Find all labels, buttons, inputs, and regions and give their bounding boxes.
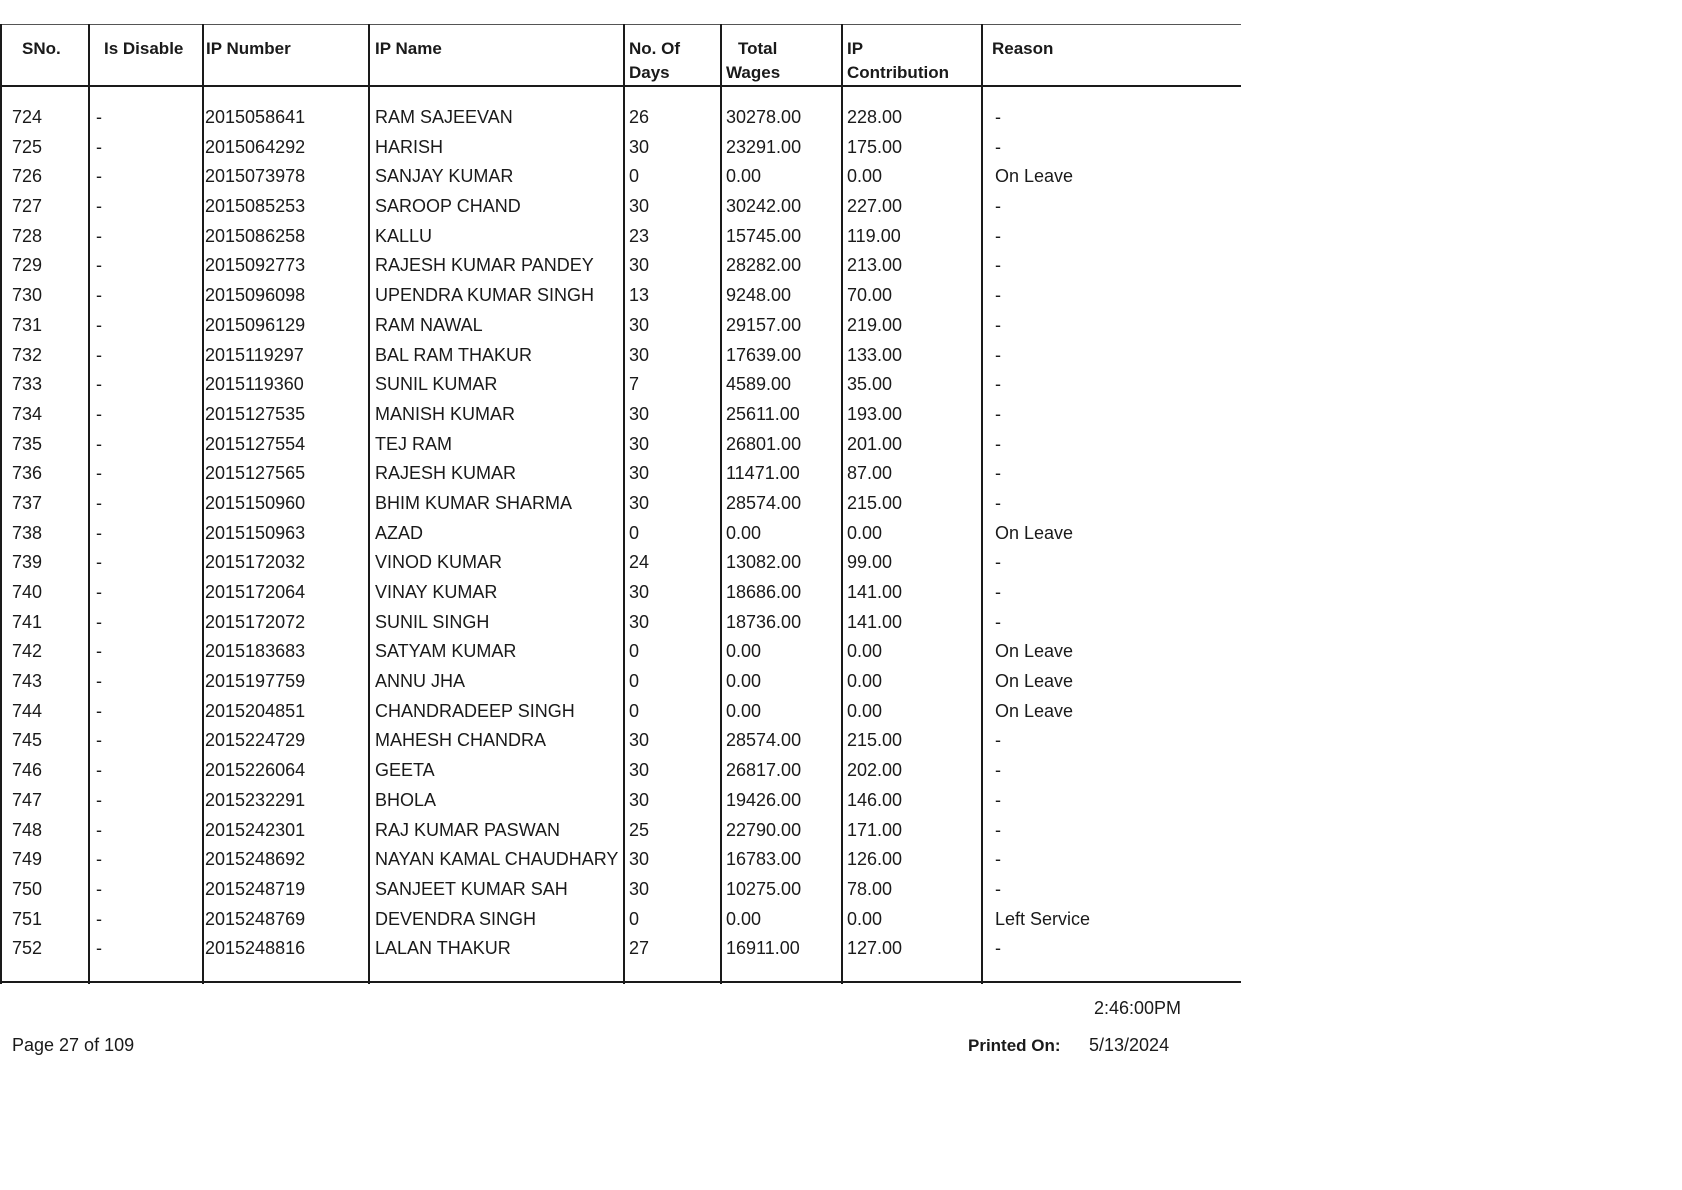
cell-ip-name: RAJ KUMAR PASWAN: [375, 819, 561, 840]
table-row: [0, 757, 1241, 787]
cell-ip-contribution: 219.00: [847, 314, 903, 335]
cell-no-of-days: 7: [629, 374, 640, 395]
cell-is-disable: -: [96, 789, 102, 810]
cell-sno: 745: [12, 730, 43, 751]
cell-total-wages: 15745.00: [726, 225, 802, 246]
cell-is-disable: -: [96, 433, 102, 454]
cell-no-of-days: 0: [629, 522, 640, 543]
cell-reason: On Leave: [995, 166, 1074, 187]
cell-ip-name: GEETA: [375, 760, 435, 781]
cell-sno: 726: [12, 166, 43, 187]
cell-ip-name: RAM NAWAL: [375, 314, 483, 335]
cell-ip-contribution: 126.00: [847, 849, 903, 870]
table-row: [0, 727, 1241, 757]
cell-ip-number: 2015073978: [205, 166, 306, 187]
cell-reason: -: [995, 225, 1001, 246]
header-ip-contribution-line2: Contribution: [847, 63, 949, 82]
cell-ip-name: SAROOP CHAND: [375, 196, 521, 217]
cell-ip-name: TEJ RAM: [375, 433, 453, 454]
cell-sno: 738: [12, 522, 43, 543]
cell-no-of-days: 0: [629, 671, 640, 692]
header-ip-contribution-line1: IP: [847, 39, 864, 58]
table-row: [0, 223, 1241, 253]
cell-ip-name: SUNIL KUMAR: [375, 374, 498, 395]
cell-ip-name: MAHESH CHANDRA: [375, 730, 547, 751]
cell-no-of-days: 26: [629, 107, 650, 127]
cell-reason: -: [995, 582, 1001, 602]
cell-ip-contribution: 119.00: [847, 225, 901, 246]
cell-reason: -: [995, 463, 1001, 484]
cell-sno: 729: [12, 255, 43, 276]
cell-ip-name: DEVENDRA SINGH: [375, 908, 537, 929]
table-row: [0, 193, 1241, 223]
cell-total-wages: 28282.00: [726, 255, 802, 276]
table-row: [0, 252, 1241, 282]
cell-no-of-days: 30: [629, 492, 650, 513]
cell-total-wages: 30278.00: [726, 107, 802, 127]
header-no-of-days: [629, 37, 680, 85]
cell-is-disable: -: [96, 552, 102, 573]
header-total-wages-line1: Total: [738, 39, 778, 58]
cell-is-disable: -: [96, 403, 102, 424]
cell-ip-contribution: 141.00: [847, 611, 903, 632]
cell-reason: On Leave: [995, 700, 1074, 721]
cell-sno: 749: [12, 849, 43, 870]
cell-ip-number: 2015224729: [205, 730, 306, 751]
table-row: [0, 520, 1241, 550]
cell-ip-contribution: 35.00: [847, 374, 893, 395]
cell-ip-number: 2015150963: [205, 522, 306, 543]
cell-no-of-days: 30: [629, 463, 650, 484]
cell-sno: 746: [12, 760, 43, 781]
cell-is-disable: -: [96, 760, 102, 781]
cell-total-wages: 22790.00: [726, 819, 802, 840]
cell-is-disable: -: [96, 136, 102, 157]
cell-reason: -: [995, 938, 1001, 959]
cell-ip-name: ANNU JHA: [375, 671, 466, 692]
cell-reason: -: [995, 552, 1001, 573]
cell-reason: -: [995, 611, 1001, 632]
cell-ip-number: 2015172072: [205, 611, 306, 632]
table-row: [0, 312, 1241, 342]
contribution-table: [0, 24, 1241, 982]
cell-ip-number: 2015242301: [205, 819, 306, 840]
cell-ip-number: 2015248692: [205, 849, 306, 870]
cell-no-of-days: 30: [629, 314, 650, 335]
cell-reason: -: [995, 196, 1001, 217]
cell-ip-number: 2015248816: [205, 938, 306, 959]
printed-time: 2:46:00PM: [1094, 998, 1182, 1018]
cell-ip-number: 2015127554: [205, 433, 306, 454]
cell-sno: 731: [12, 314, 43, 335]
cell-is-disable: -: [96, 938, 102, 959]
cell-ip-number: 2015226064: [205, 760, 306, 781]
cell-ip-name: AZAD: [375, 522, 424, 543]
cell-total-wages: 26801.00: [726, 433, 802, 454]
cell-ip-contribution: 146.00: [847, 789, 903, 810]
cell-no-of-days: 30: [629, 730, 650, 751]
header-ip-name: IP Name: [375, 39, 442, 58]
cell-total-wages: 28574.00: [726, 492, 802, 513]
table-row: [0, 342, 1241, 372]
cell-ip-contribution: 78.00: [847, 878, 893, 899]
cell-ip-contribution: 0.00: [847, 166, 883, 187]
table-row: [0, 609, 1241, 639]
header-reason: Reason: [992, 39, 1054, 58]
cell-is-disable: -: [96, 849, 102, 870]
header-ip-number: IP Number: [206, 39, 291, 58]
cell-is-disable: -: [96, 641, 102, 662]
cell-ip-contribution: 202.00: [847, 760, 903, 781]
cell-is-disable: -: [96, 463, 102, 484]
table-row: [0, 579, 1241, 609]
cell-reason: -: [995, 730, 1001, 751]
cell-ip-number: 2015150960: [205, 492, 306, 513]
cell-no-of-days: 30: [629, 760, 650, 781]
cell-is-disable: -: [96, 671, 102, 692]
table-row: [0, 935, 1241, 965]
table-row: [0, 163, 1241, 193]
cell-reason: On Leave: [995, 522, 1074, 543]
cell-ip-contribution: 201.00: [847, 433, 903, 454]
cell-total-wages: 9248.00: [726, 285, 792, 306]
table-row: [0, 104, 1241, 134]
cell-ip-number: 2015119360: [205, 374, 304, 395]
cell-total-wages: 13082.00: [726, 552, 802, 573]
cell-no-of-days: 30: [629, 789, 650, 810]
cell-reason: On Leave: [995, 671, 1074, 692]
cell-no-of-days: 0: [629, 641, 640, 662]
cell-reason: -: [995, 403, 1001, 424]
cell-is-disable: -: [96, 908, 102, 929]
page-indicator: Page 27 of 109: [12, 1035, 135, 1055]
cell-no-of-days: 23: [629, 225, 650, 246]
header-no-of-days-line1: No. Of: [629, 39, 680, 58]
cell-total-wages: 0.00: [726, 522, 762, 543]
cell-ip-contribution: 70.00: [847, 285, 893, 306]
cell-ip-name: VINAY KUMAR: [375, 582, 498, 602]
cell-is-disable: -: [96, 285, 102, 306]
table-row: [0, 668, 1241, 698]
table-row: [0, 371, 1241, 401]
cell-no-of-days: 0: [629, 166, 640, 187]
cell-no-of-days: 30: [629, 196, 650, 217]
cell-total-wages: 29157.00: [726, 314, 802, 335]
cell-ip-number: 2015064292: [205, 136, 306, 157]
cell-total-wages: 23291.00: [726, 136, 802, 157]
cell-ip-name: VINOD KUMAR: [375, 552, 503, 573]
cell-is-disable: -: [96, 582, 102, 602]
cell-total-wages: 25611.00: [726, 403, 800, 424]
cell-no-of-days: 30: [629, 403, 650, 424]
cell-ip-contribution: 141.00: [847, 582, 903, 602]
cell-sno: 741: [12, 611, 43, 632]
cell-no-of-days: 27: [629, 938, 650, 959]
cell-ip-number: 2015096129: [205, 314, 306, 335]
header-no-of-days-line2: Days: [629, 63, 670, 82]
cell-no-of-days: 30: [629, 878, 650, 899]
cell-reason: -: [995, 314, 1001, 335]
cell-ip-contribution: 0.00: [847, 671, 883, 692]
cell-is-disable: -: [96, 522, 102, 543]
cell-ip-name: RAJESH KUMAR: [375, 463, 517, 484]
cell-reason: -: [995, 285, 1001, 306]
cell-ip-name: LALAN THAKUR: [375, 938, 511, 959]
table-row: [0, 698, 1241, 728]
cell-is-disable: -: [96, 107, 102, 127]
cell-ip-contribution: 215.00: [847, 492, 903, 513]
cell-ip-number: 2015204851: [205, 700, 306, 721]
table-row: [0, 638, 1241, 668]
cell-total-wages: 17639.00: [726, 344, 802, 365]
cell-sno: 748: [12, 819, 43, 840]
cell-is-disable: -: [96, 374, 102, 395]
cell-no-of-days: 30: [629, 255, 650, 276]
cell-reason: -: [995, 344, 1001, 365]
cell-ip-name: SATYAM KUMAR: [375, 641, 517, 662]
cell-ip-name: CHANDRADEEP SINGH: [375, 700, 575, 721]
cell-sno: 751: [12, 908, 43, 929]
cell-no-of-days: 30: [629, 136, 650, 157]
cell-reason: -: [995, 819, 1001, 840]
table-row: [0, 846, 1241, 876]
cell-total-wages: 10275.00: [726, 878, 802, 899]
cell-ip-contribution: 133.00: [847, 344, 903, 365]
table-row: [0, 460, 1241, 490]
cell-no-of-days: 13: [629, 285, 650, 306]
cell-reason: -: [995, 136, 1001, 157]
table-header-row: [0, 24, 1241, 85]
cell-no-of-days: 30: [629, 344, 650, 365]
cell-ip-name: SANJAY KUMAR: [375, 166, 514, 187]
cell-ip-name: RAJESH KUMAR PANDEY: [375, 255, 594, 276]
cell-no-of-days: 24: [629, 552, 650, 573]
cell-ip-number: 2015248719: [205, 878, 306, 899]
cell-is-disable: -: [96, 314, 102, 335]
cell-no-of-days: 30: [629, 433, 650, 454]
cell-sno: 736: [12, 463, 43, 484]
cell-ip-contribution: 193.00: [847, 403, 903, 424]
cell-reason: -: [995, 849, 1001, 870]
cell-total-wages: 0.00: [726, 700, 762, 721]
header-total-wages-line2: Wages: [726, 63, 781, 82]
cell-reason: -: [995, 789, 1001, 810]
cell-sno: 728: [12, 225, 43, 246]
cell-sno: 740: [12, 582, 43, 602]
cell-ip-name: HARISH: [375, 136, 444, 157]
cell-total-wages: 19426.00: [726, 789, 802, 810]
cell-is-disable: -: [96, 819, 102, 840]
cell-ip-name: NAYAN KAMAL CHAUDHARY: [375, 849, 619, 870]
cell-is-disable: -: [96, 225, 102, 246]
cell-ip-number: 2015085253: [205, 196, 306, 217]
cell-total-wages: 16783.00: [726, 849, 802, 870]
cell-total-wages: 18686.00: [726, 582, 802, 602]
cell-reason: Left Service: [995, 908, 1091, 929]
cell-ip-name: RAM SAJEEVAN: [375, 107, 513, 127]
cell-no-of-days: 0: [629, 700, 640, 721]
table-row: [0, 134, 1241, 164]
cell-total-wages: 4589.00: [726, 374, 792, 395]
cell-ip-contribution: 99.00: [847, 552, 893, 573]
table-row: [0, 282, 1241, 312]
printed-on-label: Printed On:: [968, 1036, 1061, 1055]
cell-sno: 735: [12, 433, 43, 454]
cell-reason: -: [995, 492, 1001, 513]
cell-total-wages: 30242.00: [726, 196, 802, 217]
cell-ip-number: 2015183683: [205, 641, 306, 662]
header-divider: [0, 85, 1241, 87]
cell-sno: 734: [12, 403, 43, 424]
cell-no-of-days: 30: [629, 611, 650, 632]
cell-total-wages: 0.00: [726, 908, 762, 929]
table-row: [0, 401, 1241, 431]
cell-sno: 743: [12, 671, 43, 692]
cell-reason: -: [995, 878, 1001, 899]
cell-total-wages: 0.00: [726, 671, 762, 692]
cell-sno: 747: [12, 789, 43, 810]
cell-ip-number: 2015172064: [205, 582, 306, 602]
cell-reason: -: [995, 374, 1001, 395]
table-row: [0, 906, 1241, 936]
cell-ip-number: 2015127535: [205, 403, 306, 424]
cell-ip-contribution: 0.00: [847, 641, 883, 662]
cell-ip-contribution: 215.00: [847, 730, 903, 751]
cell-ip-number: 2015086258: [205, 225, 306, 246]
cell-total-wages: 18736.00: [726, 611, 802, 632]
cell-ip-contribution: 227.00: [847, 196, 903, 217]
header-is-disable: Is Disable: [104, 39, 184, 58]
cell-ip-number: 2015248769: [205, 908, 306, 929]
cell-reason: -: [995, 433, 1001, 454]
table-body: [0, 104, 1241, 965]
cell-ip-name: BAL RAM THAKUR: [375, 344, 533, 365]
cell-ip-name: SANJEET KUMAR SAH: [375, 878, 568, 899]
header-total-wages: [726, 37, 781, 85]
table-row: [0, 431, 1241, 461]
printed-on-date: 5/13/2024: [1089, 1035, 1170, 1055]
cell-total-wages: 28574.00: [726, 730, 802, 751]
cell-ip-contribution: 0.00: [847, 522, 883, 543]
cell-sno: 752: [12, 938, 43, 959]
cell-ip-name: BHIM KUMAR SHARMA: [375, 492, 573, 513]
cell-reason: -: [995, 760, 1001, 781]
cell-ip-number: 2015096098: [205, 285, 306, 306]
cell-ip-contribution: 87.00: [847, 463, 893, 484]
cell-sno: 732: [12, 344, 43, 365]
cell-ip-contribution: 228.00: [847, 107, 903, 127]
cell-ip-number: 2015172032: [205, 552, 306, 573]
table-row: [0, 787, 1241, 817]
cell-ip-number: 2015058641: [205, 107, 306, 127]
cell-no-of-days: 0: [629, 908, 640, 929]
cell-is-disable: -: [96, 344, 102, 365]
cell-total-wages: 26817.00: [726, 760, 802, 781]
cell-is-disable: -: [96, 196, 102, 217]
cell-no-of-days: 30: [629, 582, 650, 602]
cell-sno: 742: [12, 641, 43, 662]
cell-sno: 737: [12, 492, 43, 513]
cell-sno: 724: [12, 107, 43, 127]
cell-sno: 739: [12, 552, 43, 573]
cell-total-wages: 11471.00: [726, 463, 800, 484]
cell-ip-number: 2015197759: [205, 671, 306, 692]
cell-sno: 744: [12, 700, 43, 721]
cell-sno: 730: [12, 285, 43, 306]
cell-ip-contribution: 175.00: [847, 136, 903, 157]
cell-reason: -: [995, 255, 1001, 276]
cell-ip-contribution: 213.00: [847, 255, 903, 276]
cell-is-disable: -: [96, 878, 102, 899]
cell-ip-number: 2015092773: [205, 255, 306, 276]
cell-is-disable: -: [96, 492, 102, 513]
cell-ip-number: 2015127565: [205, 463, 306, 484]
table-row: [0, 490, 1241, 520]
cell-is-disable: -: [96, 255, 102, 276]
cell-is-disable: -: [96, 730, 102, 751]
cell-reason: On Leave: [995, 641, 1074, 662]
cell-total-wages: 0.00: [726, 641, 762, 662]
cell-ip-number: 2015232291: [205, 789, 306, 810]
cell-total-wages: 16911.00: [726, 938, 800, 959]
cell-ip-name: SUNIL SINGH: [375, 611, 490, 632]
header-sno: SNo.: [22, 39, 61, 58]
cell-ip-contribution: 0.00: [847, 700, 883, 721]
cell-is-disable: -: [96, 700, 102, 721]
table-row: [0, 549, 1241, 579]
cell-no-of-days: 30: [629, 849, 650, 870]
cell-sno: 750: [12, 878, 43, 899]
cell-no-of-days: 25: [629, 819, 650, 840]
cell-ip-name: UPENDRA KUMAR SINGH: [375, 285, 595, 306]
cell-is-disable: -: [96, 611, 102, 632]
cell-ip-number: 2015119297: [205, 344, 304, 365]
cell-ip-name: BHOLA: [375, 789, 437, 810]
table-bottom-border: [0, 981, 1241, 983]
cell-ip-contribution: 0.00: [847, 908, 883, 929]
cell-sno: 725: [12, 136, 43, 157]
cell-ip-contribution: 127.00: [847, 938, 903, 959]
header-ip-contribution: [847, 37, 949, 85]
cell-ip-contribution: 171.00: [847, 819, 903, 840]
cell-sno: 727: [12, 196, 43, 217]
cell-sno: 733: [12, 374, 43, 395]
cell-total-wages: 0.00: [726, 166, 762, 187]
table-row: [0, 817, 1241, 847]
cell-reason: -: [995, 107, 1001, 127]
table-row: [0, 876, 1241, 906]
cell-ip-name: KALLU: [375, 225, 433, 246]
cell-is-disable: -: [96, 166, 102, 187]
cell-ip-name: MANISH KUMAR: [375, 403, 516, 424]
